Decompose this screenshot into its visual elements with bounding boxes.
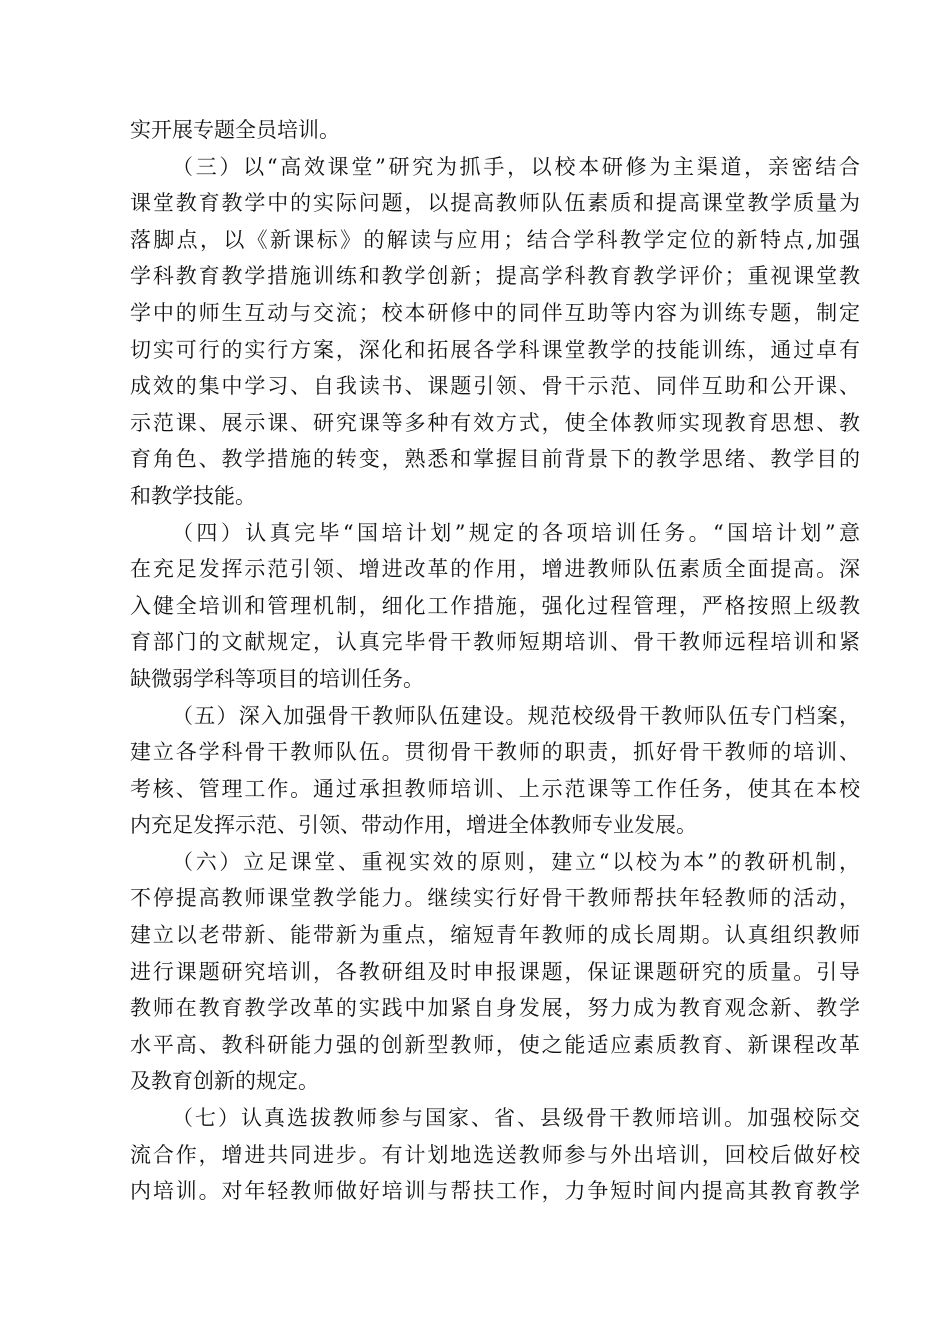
text-line: 在充足发挥示范引领、增进改革的作用，增进教师队伍素质全面提高。深 bbox=[130, 557, 860, 582]
text-line: （七）认真选拔教师参与国家、省、县级骨干教师培训。加强校际交 bbox=[172, 1106, 860, 1131]
text-line: 内充足发挥示范、引领、带动作用，增进全体教师专业发展。 bbox=[130, 813, 697, 838]
text-line: 实开展专题全员培训。 bbox=[130, 118, 340, 142]
text-line: 和教学技能。 bbox=[130, 483, 256, 508]
text-line: 不停提高教师课堂教学能力。继续实行好骨干教师帮扶年轻教师的活动， bbox=[130, 886, 860, 911]
text-line: （四）认真完毕“国培计划”规定的各项培训任务。“国培计划”意 bbox=[172, 520, 860, 545]
text-line: 建立各学科骨干教师队伍。贯彻骨干教师的职责，抓好骨干教师的培训、 bbox=[130, 740, 860, 765]
text-line: 及教育创新的规定。 bbox=[130, 1069, 319, 1094]
text-line: 进行课题研究培训，各教研组及时申报课题，保证课题研究的质量。引导 bbox=[130, 959, 860, 984]
text-line: （六）立足课堂、重视实效的原则，建立“以校为本”的教研机制， bbox=[172, 849, 860, 874]
text-line: 建立以老带新、能带新为重点，缩短青年教师的成长周期。认真组织教师 bbox=[130, 923, 860, 948]
text-line: 入健全培训和管理机制，细化工作措施，强化过程管理，严格按照上级教 bbox=[130, 593, 860, 618]
text-line: 课堂教育教学中的实际问题，以提高教师队伍素质和提高课堂教学质量为 bbox=[130, 191, 860, 216]
text-line: 考核、管理工作。通过承担教师培训、上示范课等工作任务，使其在本校 bbox=[130, 776, 860, 801]
text-line: 学科教育教学措施训练和教学创新；提高学科教育教学评价；重视课堂教 bbox=[130, 264, 860, 289]
text-line: 教师在教育教学改革的实践中加紧自身发展，努力成为教育观念新、教学 bbox=[130, 996, 860, 1021]
text-line: 学中的师生互动与交流；校本研修中的同伴互助等内容为训练专题，制定 bbox=[130, 300, 860, 325]
text-line: 水平高、教科研能力强的创新型教师，使之能适应素质教育、新课程改革 bbox=[130, 1032, 860, 1057]
text-line: 流合作，增进共同进步。有计划地选送教师参与外出培训，回校后做好校 bbox=[130, 1142, 860, 1167]
text-line: 育角色、教学措施的转变，熟悉和掌握目前背景下的教学思绪、教学目的 bbox=[130, 447, 860, 472]
text-line: 示范课、展示课、研究课等多种有效方式，使全体教师实现教育思想、教 bbox=[130, 410, 860, 435]
document-body bbox=[130, 112, 860, 1210]
text-line: （五）深入加强骨干教师队伍建设。规范校级骨干教师队伍专门档案， bbox=[172, 703, 860, 728]
text-line: 切实可行的实行方案，深化和拓展各学科课堂教学的技能训练，通过卓有 bbox=[130, 337, 860, 362]
text-line: 落脚点，以《新课标》的解读与应用；结合学科教学定位的新特点,加强 bbox=[130, 227, 860, 252]
text-line: 内培训。对年轻教师做好培训与帮扶工作，力争短时间内提高其教育教学 bbox=[130, 1179, 860, 1204]
text-line: （三）以“高效课堂”研究为抓手，以校本研修为主渠道，亲密结合 bbox=[172, 154, 860, 179]
text-line: 成效的集中学习、自我读书、课题引领、骨干示范、同伴互助和公开课、 bbox=[130, 374, 860, 399]
text-line: 缺微弱学科等项目的培训任务。 bbox=[130, 666, 424, 691]
text-line: 育部门的文献规定，认真完毕骨干教师短期培训、骨干教师远程培训和紧 bbox=[130, 630, 860, 655]
